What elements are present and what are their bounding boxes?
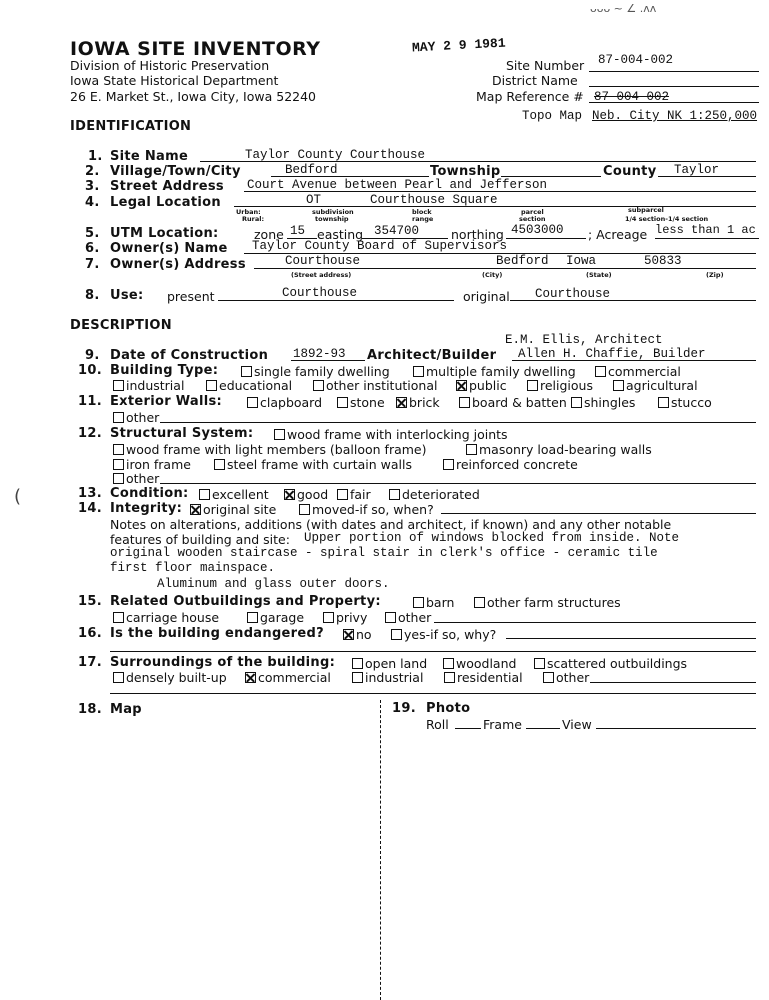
checkbox-icon[interactable]	[391, 629, 402, 640]
map-reference-label: Map Reference #	[476, 89, 584, 104]
item-number: 16.	[78, 626, 102, 641]
checkbox-icon[interactable]	[337, 489, 348, 500]
present-use-label: present	[167, 289, 215, 304]
checkbox-icon[interactable]	[443, 459, 454, 470]
type-other-institutional[interactable]: other institutional	[310, 378, 437, 393]
checkbox-icon[interactable]	[571, 397, 582, 408]
item-number: 19.	[392, 701, 416, 716]
site-name-label: Site Name	[110, 149, 189, 164]
type-public[interactable]: public	[453, 378, 507, 393]
owner-state-value[interactable]: Iowa	[566, 254, 597, 268]
block-caption: block	[412, 208, 432, 216]
street-address-label: Street Address	[110, 179, 224, 194]
type-industrial[interactable]: industrial	[110, 378, 184, 393]
walls-other[interactable]: other	[110, 410, 159, 425]
notes-text-line1[interactable]: Upper portion of windows blocked from inside. Note	[304, 531, 680, 545]
checkbox-icon[interactable]	[113, 612, 124, 623]
notes-text-line4[interactable]: Aluminum and glass outer doors.	[157, 577, 390, 591]
checkbox-icon[interactable]	[474, 597, 485, 608]
endangered-label: Is the building endangered?	[110, 626, 324, 641]
integrity-moved[interactable]: moved-if so, when?	[296, 502, 434, 517]
village-label: Village/Town/City	[110, 164, 241, 179]
building-type-label: Building Type:	[110, 363, 219, 378]
walls-shingles[interactable]: shingles	[568, 395, 635, 410]
condition-good[interactable]: good	[281, 487, 328, 502]
acreage-value[interactable]: less than 1 ac	[655, 223, 756, 237]
checked-checkbox-icon[interactable]	[343, 629, 354, 640]
checkbox-icon[interactable]	[337, 397, 348, 408]
checkbox-icon[interactable]	[413, 366, 424, 377]
easting-value[interactable]: 354700	[374, 224, 420, 238]
checked-checkbox-icon[interactable]	[396, 397, 407, 408]
checkbox-icon[interactable]	[385, 612, 396, 623]
related-outbuildings-label: Related Outbuildings and Property:	[110, 594, 381, 609]
checked-checkbox-icon[interactable]	[284, 489, 295, 500]
structural-system-label: Structural System:	[110, 426, 254, 441]
item-number: 7.	[85, 257, 100, 272]
date-stamp: MAY 2 9 1981	[411, 35, 506, 56]
surr-other[interactable]: other	[540, 670, 589, 685]
related-privy[interactable]: privy	[320, 610, 367, 625]
checkbox-icon[interactable]	[113, 412, 124, 423]
surr-residential[interactable]: residential	[441, 670, 523, 685]
checkbox-icon[interactable]	[299, 504, 310, 515]
checkbox-icon[interactable]	[113, 473, 124, 484]
city-caption: (City)	[482, 271, 503, 279]
surr-woodland[interactable]: woodland	[440, 656, 516, 671]
checkbox-icon[interactable]	[113, 380, 124, 391]
date-construction-label: Date of Construction	[110, 348, 269, 363]
surroundings-label: Surroundings of the building:	[110, 655, 336, 670]
owner-zip-value[interactable]: 50833	[644, 254, 682, 268]
checkbox-icon[interactable]	[527, 380, 538, 391]
photo-label: Photo	[426, 701, 471, 716]
street-caption: (Street address)	[291, 271, 352, 279]
range-caption: range	[412, 215, 434, 223]
item-number: 2.	[85, 164, 100, 179]
township-caption: township	[315, 215, 349, 223]
parcel-caption: parcel	[521, 208, 544, 216]
owner-city-value[interactable]: Bedford	[496, 254, 549, 268]
identification-heading: IDENTIFICATION	[70, 119, 192, 134]
condition-deteriorated[interactable]: deteriorated	[386, 487, 480, 502]
surr-scattered[interactable]: scattered outbuildings	[531, 656, 687, 671]
acreage-label: ; Acreage	[588, 227, 648, 242]
checkbox-icon[interactable]	[113, 444, 124, 455]
county-value[interactable]: Taylor	[674, 163, 720, 177]
item-number: 14.	[78, 501, 102, 516]
subdivision-caption: subdivision	[312, 208, 354, 216]
division-line: Division of Historic Preservation	[70, 58, 270, 73]
checkbox-icon[interactable]	[543, 672, 554, 683]
related-garage[interactable]: garage	[244, 610, 304, 625]
utm-location-label: UTM Location:	[110, 226, 219, 241]
legal-location-value-b[interactable]: Courthouse Square	[370, 193, 498, 207]
walls-brick[interactable]: brick	[393, 395, 440, 410]
village-value[interactable]: Bedford	[285, 163, 338, 177]
subparcel-caption: subparcel	[628, 206, 664, 214]
item-number: 10.	[78, 363, 102, 378]
checkbox-icon[interactable]	[247, 612, 258, 623]
surr-densely-built[interactable]: densely built-up	[110, 670, 227, 685]
checkbox-icon[interactable]	[459, 397, 470, 408]
legal-location-value-a[interactable]: OT	[306, 193, 322, 207]
related-other[interactable]: other	[382, 610, 431, 625]
original-use-label: original	[463, 289, 510, 304]
type-commercial[interactable]: commercial	[592, 364, 681, 379]
item-number: 8.	[85, 288, 100, 303]
endangered-yes[interactable]: yes-if so, why?	[388, 627, 496, 642]
address-line: 26 E. Market St., Iowa City, Iowa 52240	[70, 89, 317, 104]
checkbox-icon[interactable]	[323, 612, 334, 623]
site-number-label: Site Number	[506, 58, 585, 73]
notes-text-line3[interactable]: first floor mainspace.	[110, 561, 276, 575]
checked-checkbox-icon[interactable]	[190, 504, 201, 515]
item-number: 3.	[85, 179, 100, 194]
condition-fair[interactable]: fair	[334, 487, 371, 502]
department-line: Iowa State Historical Department	[70, 73, 279, 88]
street-address-value[interactable]: Court Avenue between Pearl and Jefferson	[247, 178, 548, 192]
struct-masonry[interactable]: masonry load-bearing walls	[463, 442, 652, 457]
surr-commercial[interactable]: commercial	[242, 670, 331, 685]
checkbox-icon[interactable]	[443, 658, 454, 669]
checkbox-icon[interactable]	[113, 672, 124, 683]
checkbox-icon[interactable]	[444, 672, 455, 683]
topo-map-label: Topo Map	[522, 109, 583, 123]
exterior-walls-label: Exterior Walls:	[110, 394, 223, 409]
top-mark: ᴗᴗᴗ ~ ∠ .ᴧᴧ	[590, 2, 657, 15]
urban-caption: Urban:	[236, 208, 261, 216]
zone-label: zone	[254, 227, 284, 242]
topo-map-value[interactable]: Neb. City NK 1:250,000	[592, 109, 758, 123]
owner-address-value[interactable]: Courthouse	[285, 254, 361, 268]
item-number: 12.	[78, 426, 102, 441]
zip-caption: (Zip)	[706, 271, 724, 279]
description-heading: DESCRIPTION	[70, 318, 172, 333]
checkbox-icon[interactable]	[274, 429, 285, 440]
item-number: 11.	[78, 394, 102, 409]
original-use-value[interactable]: Courthouse	[535, 287, 611, 301]
site-name-value[interactable]: Taylor County Courthouse	[245, 148, 426, 162]
related-carriage-house[interactable]: carriage house	[110, 610, 219, 625]
checkbox-icon[interactable]	[113, 459, 124, 470]
walls-clapboard[interactable]: clapboard	[244, 395, 322, 410]
owner-name-label: Owner(s) Name	[110, 241, 228, 256]
endangered-no[interactable]: no	[340, 627, 372, 642]
item-number: 17.	[78, 655, 102, 670]
owner-name-value[interactable]: Taylor County Board of Supervisors	[252, 239, 508, 253]
roll-label: Roll	[426, 717, 449, 732]
checkbox-icon[interactable]	[658, 397, 669, 408]
checked-checkbox-icon[interactable]	[456, 380, 467, 391]
architect-note: E.M. Ellis, Architect	[505, 333, 663, 347]
checkbox-icon[interactable]	[247, 397, 258, 408]
county-label: County	[603, 164, 657, 179]
northing-value[interactable]: 4503000	[511, 223, 564, 237]
notes-prompt-line2: features of building and site:	[110, 532, 290, 547]
item-number: 1.	[88, 149, 103, 164]
state-caption: (State)	[586, 271, 612, 279]
margin-mark: (	[14, 486, 22, 507]
use-label: Use:	[110, 288, 144, 303]
zone-value[interactable]: 15	[290, 224, 306, 238]
checkbox-icon[interactable]	[352, 672, 363, 683]
checkbox-icon[interactable]	[214, 459, 225, 470]
type-religious[interactable]: religious	[524, 378, 593, 393]
checkbox-icon[interactable]	[613, 380, 624, 391]
map-reference-value[interactable]: 87-004-002	[594, 90, 670, 104]
checkbox-icon[interactable]	[534, 658, 545, 669]
section-caption: section	[519, 215, 546, 223]
condition-excellent[interactable]: excellent	[196, 487, 269, 502]
form-title: IOWA SITE INVENTORY	[70, 38, 321, 60]
item-number: 4.	[85, 195, 100, 210]
notes-prompt-line1: Notes on alterations, additions (with dates and architect, if known) and any other notable	[110, 517, 672, 532]
item-number: 5.	[85, 226, 100, 241]
view-label: View	[562, 717, 592, 732]
struct-interlocking[interactable]: wood frame with interlocking joints	[271, 427, 508, 442]
integrity-original-site[interactable]: original site	[187, 502, 276, 517]
district-name-label: District Name	[492, 73, 578, 88]
rural-caption: Rural:	[242, 215, 265, 223]
checkbox-icon[interactable]	[199, 489, 210, 500]
date-construction-value[interactable]: 1892-93	[293, 347, 346, 361]
legal-location-label: Legal Location	[110, 195, 221, 210]
item-number: 9.	[85, 348, 100, 363]
checkbox-icon[interactable]	[389, 489, 400, 500]
checkbox-icon[interactable]	[352, 658, 363, 669]
type-multiple-family[interactable]: multiple family dwelling	[410, 364, 576, 379]
item-number: 15.	[78, 594, 102, 609]
item-number: 13.	[78, 486, 102, 501]
struct-steel[interactable]: steel frame with curtain walls	[211, 457, 412, 472]
type-educational[interactable]: educational	[203, 378, 292, 393]
surr-open-land[interactable]: open land	[349, 656, 427, 671]
township-label: Township	[430, 164, 501, 179]
architect-builder-label: Architect/Builder	[367, 348, 497, 363]
struct-concrete[interactable]: reinforced concrete	[440, 457, 578, 472]
checkbox-icon[interactable]	[466, 444, 477, 455]
architect-builder-value[interactable]: Allen H. Chaffie, Builder	[518, 347, 706, 361]
owner-address-label: Owner(s) Address	[110, 257, 246, 272]
integrity-label: Integrity:	[110, 501, 183, 516]
frame-label: Frame	[483, 717, 522, 732]
easting-label: easting	[317, 227, 364, 242]
item-number: 18.	[78, 702, 102, 717]
checkbox-icon[interactable]	[313, 380, 324, 391]
northing-label: northing	[451, 227, 504, 242]
checkbox-icon[interactable]	[241, 366, 252, 377]
checkbox-icon[interactable]	[206, 380, 217, 391]
present-use-value[interactable]: Courthouse	[282, 286, 358, 300]
related-other-farm[interactable]: other farm structures	[471, 595, 621, 610]
item-number: 6.	[85, 241, 100, 256]
struct-iron[interactable]: iron frame	[110, 457, 191, 472]
walls-stucco[interactable]: stucco	[655, 395, 712, 410]
walls-board-batten[interactable]: board & batten	[456, 395, 567, 410]
condition-label: Condition:	[110, 486, 189, 501]
type-agricultural[interactable]: agricultural	[610, 378, 698, 393]
checkbox-icon[interactable]	[595, 366, 606, 377]
surr-industrial[interactable]: industrial	[349, 670, 423, 685]
site-number-value[interactable]: 87-004-002	[598, 53, 674, 67]
checked-checkbox-icon[interactable]	[245, 672, 256, 683]
struct-other[interactable]: other	[110, 471, 159, 486]
type-single-family[interactable]: single family dwelling	[238, 364, 390, 379]
notes-text-line2[interactable]: original wooden staircase - spiral stair in clerk's office - ceramic tile	[110, 546, 658, 560]
checkbox-icon[interactable]	[413, 597, 424, 608]
map-label: Map	[110, 702, 142, 717]
related-barn[interactable]: barn	[410, 595, 454, 610]
struct-balloon[interactable]: wood frame with light members (balloon frame)	[110, 442, 426, 457]
quarter-section-caption: 1/4 section-1/4 section	[625, 215, 709, 223]
walls-stone[interactable]: stone	[334, 395, 385, 410]
